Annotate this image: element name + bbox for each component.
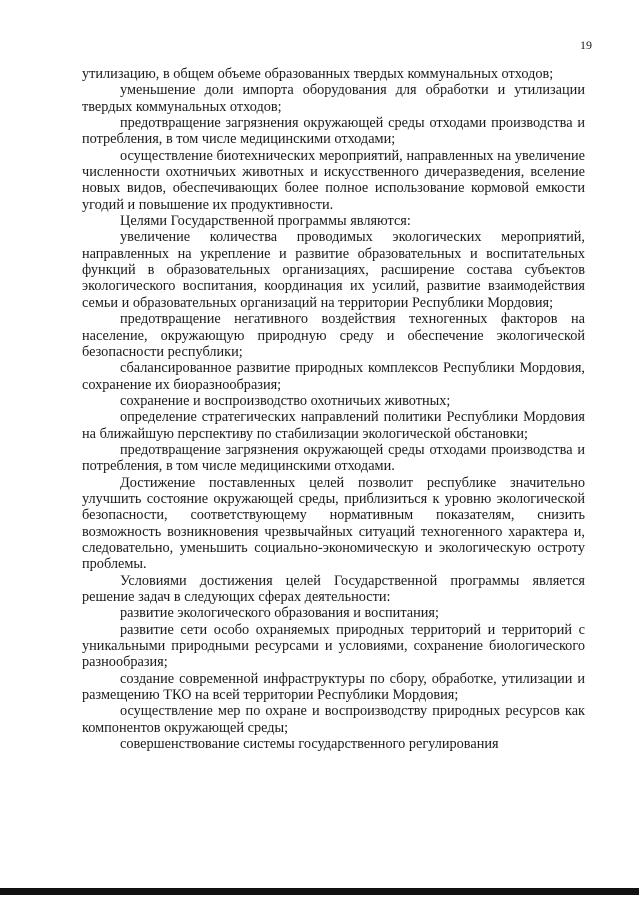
paragraph: предотвращение загрязнения окружающей среды отходами производства и потребления, в том числе медицинскими отходами; — [82, 115, 585, 148]
scan-edge-bar — [0, 888, 639, 895]
page-number: 19 — [580, 38, 592, 52]
paragraph: уменьшение доли импорта оборудования для обработки и утилизации твердых коммунальных отходов; — [82, 82, 585, 115]
paragraph: утилизацию, в общем объеме образованных твердых коммунальных отходов; — [82, 66, 554, 82]
paragraph: увеличение количества проводимых экологических мероприятий, направленных на укрепление и развитие образовательных и воспитательных функций в образовательных организациях, расширение состава субъектов экологического воспитания, координация их усилий, развитие взаимодействия семьи и образовательных организаций на территории Республики Мордовия; — [82, 229, 585, 311]
paragraph: осуществление мер по охране и воспроизводству природных ресурсов как компонентов окружающей среды; — [82, 703, 585, 736]
paragraph: предотвращение негативного воздействия техногенных факторов на население, окружающую природную среду и обеспечение экологической безопасности республики; — [82, 311, 585, 360]
paragraph: развитие экологического образования и воспитания; — [120, 605, 439, 622]
paragraph: определение стратегических направлений политики Республики Мордовия на ближайшую перспективу по стабилизации экологической обстановки; — [82, 409, 585, 442]
paragraph: создание современной инфраструктуры по сбору, обработке, утилизации и размещению ТКО на всей территории Республики Мордовия; — [82, 670, 585, 704]
document-body — [82, 66, 585, 752]
paragraph: предотвращение загрязнения окружающей среды отходами производства и потребления, в том числе медицинскими отходами. — [82, 441, 585, 475]
paragraph: Целями Государственной программы являются: — [120, 213, 411, 230]
paragraph: развитие сети особо охраняемых природных территорий и территорий с уникальными природными ресурсами и условиями, сохранение биологического разнообразия; — [82, 621, 585, 671]
paragraph: совершенствование системы государственного регулирования — [120, 736, 499, 753]
paragraph: Условиями достижения целей Государственной программы является решение задач в следующих сферах деятельности: — [82, 572, 585, 605]
paragraph: сохранение и воспроизводство охотничьих животных; — [120, 392, 451, 409]
paragraph: Достижение поставленных целей позволит республике значительно улучшить состояние окружающей среды, приблизиться к уровню экологической безопасности, соответствующему нормативным показателям, снизить возможность возникновения чрезвычайных ситуаций техногенного характера и, следовательно, уменьшить социально-экономическую и экологическую остроту проблемы. — [82, 474, 585, 573]
paragraph: осуществление биотехнических мероприятий, направленных на увеличение численности охотничьих животных и искусственного дичеразведения, вселение новых видов, обеспечивающих более полное использование кормовой емкости угодий и повышение их продуктивности. — [82, 147, 585, 213]
paragraph: сбалансированное развитие природных комплексов Республики Мордовия, сохранение их биоразнообразия; — [82, 360, 585, 393]
